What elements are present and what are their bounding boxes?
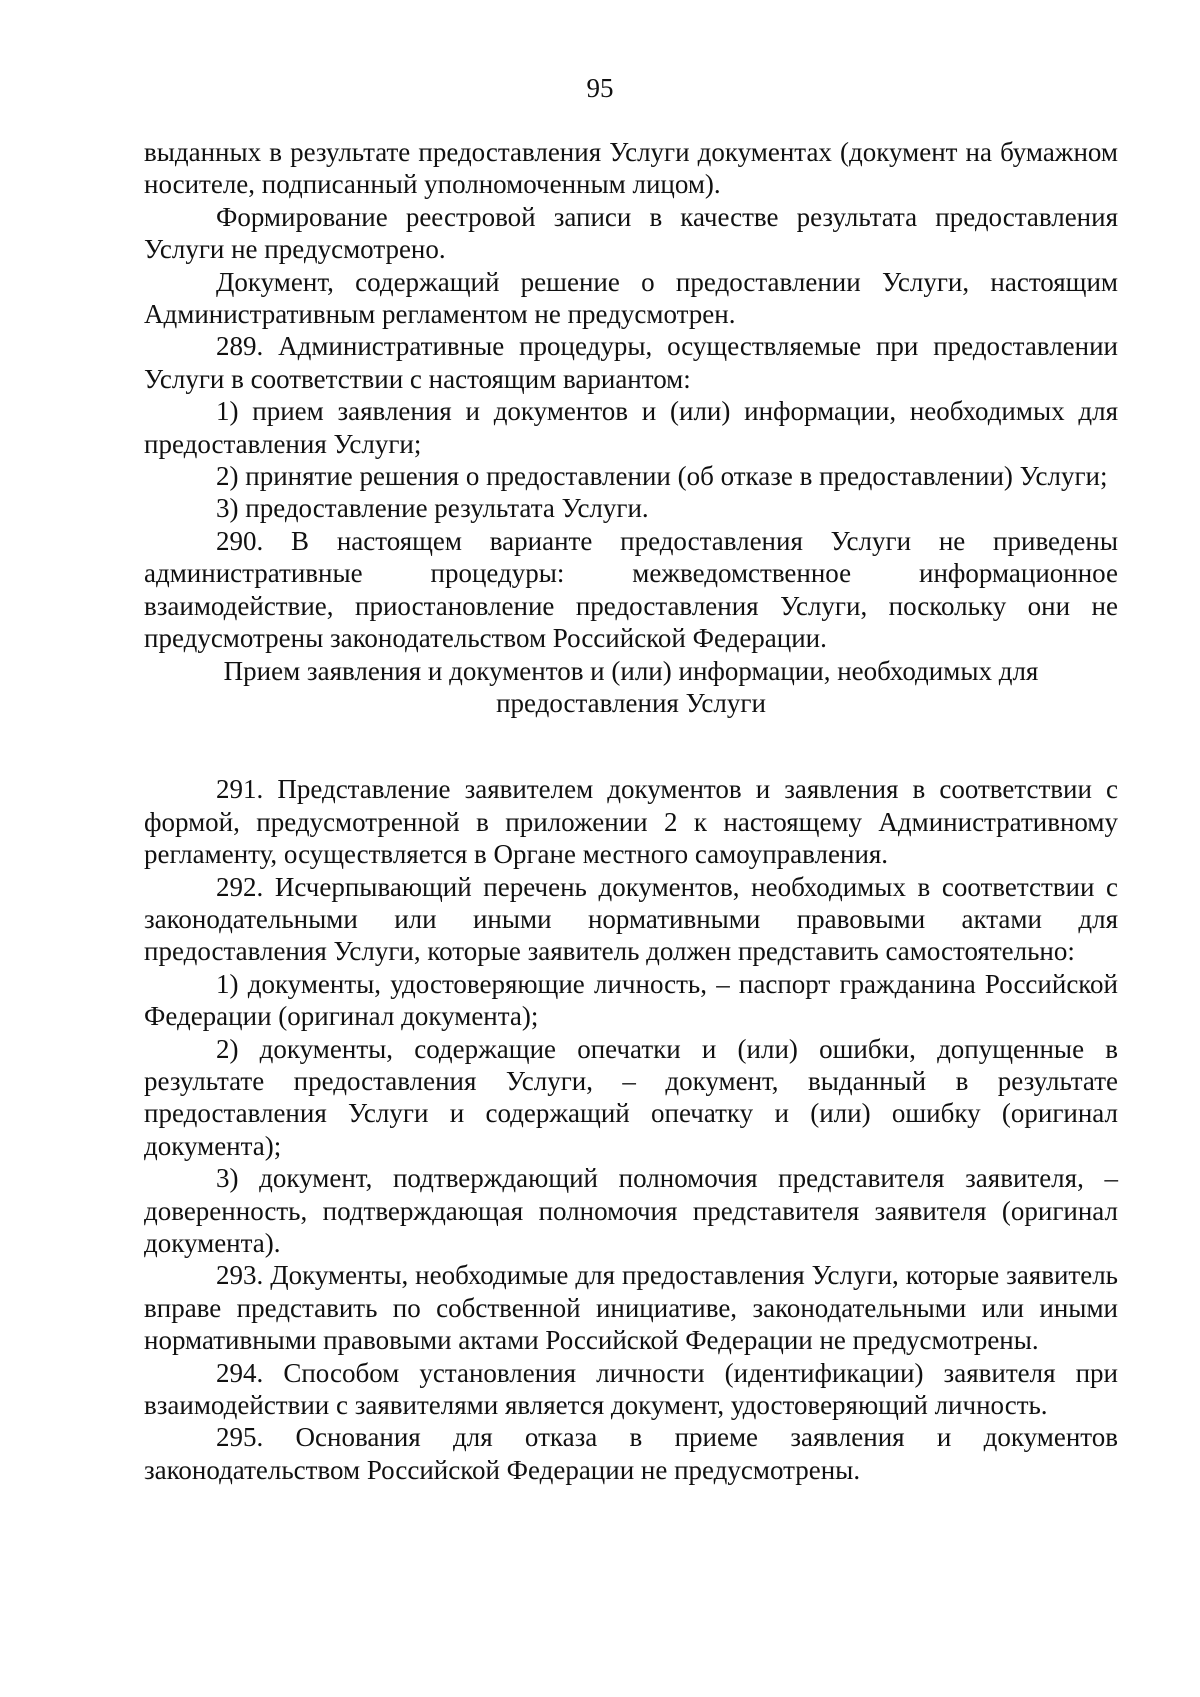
list-item: 1) документы, удостоверяющие личность, – паспорт гражданина Российской Федерации (оригинал документа); — [144, 968, 1118, 1032]
list-item: 2) документы, содержащие опечатки и (или) ошибки, допущенные в результате предоставления Услуги, – документ, выданный в результате предоставления Услуги и содержащий опечатку и (или) ошибку (оригинал документа); — [144, 1033, 1118, 1161]
list-item: 3) предоставление результата Услуги. — [216, 493, 649, 524]
page-number: 95 — [586, 73, 614, 103]
list-item: 1) прием заявления и документов и (или) информации, необходимых для предоставления Услуги; — [144, 396, 1118, 459]
paragraph: 289. Административные процедуры, осуществляемые при предоставлении Услуги в соответствии с настоящим вариантом: — [144, 331, 1118, 394]
list-item: 2) принятие решения о предоставлении (об отказе в предоставлении) Услуги; — [216, 461, 1108, 492]
paragraph: 290. В настоящем варианте предоставления Услуги не приведены административные процедуры: межведомственное информационное взаимодействие, приостановление предоставления Услуги, поскольку они не предусмотрены законодательством Российской Федерации. — [144, 525, 1118, 654]
document-body — [144, 136, 1118, 1486]
paragraph: 293. Документы, необходимые для предоставления Услуги, которые заявитель вправе представить по собственной инициативе, законодательными или иными нормативными правовыми актами Российской Федерации не предусмотрены. — [144, 1260, 1118, 1356]
paragraph: 294. Способом установления личности (идентификации) заявителя при взаимодействии с заявителями является документ, удостоверяющий личность. — [144, 1357, 1118, 1421]
paragraph: выданных в результате предоставления Услуги документах (документ на бумажном носителе, подписанный уполномоченным лицом). — [144, 137, 1118, 200]
paragraph: Документ, содержащий решение о предоставлении Услуги, настоящим Административным регламентом не предусмотрен. — [144, 266, 1118, 330]
paragraph: 292. Исчерпывающий перечень документов, необходимых в соответствии с законодательными или иными нормативными правовыми актами для предоставления Услуги, которые заявитель должен представить самостоятельно: — [144, 871, 1118, 967]
paragraph: Формирование реестровой записи в качестве результата предоставления Услуги не предусмотрено. — [144, 201, 1118, 265]
section-heading: Прием заявления и документов и (или) информации, необходимых для предоставления Услуги — [223, 655, 1039, 718]
paragraph: 295. Основания для отказа в приеме заявления и документов законодательством Российской Федерации не предусмотрены. — [144, 1422, 1118, 1485]
list-item: 3) документ, подтверждающий полномочия представителя заявителя, – доверенность, подтверждающая полномочия представителя заявителя (оригинал документа). — [144, 1163, 1118, 1258]
paragraph: 291. Представление заявителем документов и заявления в соответствии с формой, предусмотренной в приложении 2 к настоящему Административному регламенту, осуществляется в Органе местного самоуправления. — [144, 774, 1118, 870]
